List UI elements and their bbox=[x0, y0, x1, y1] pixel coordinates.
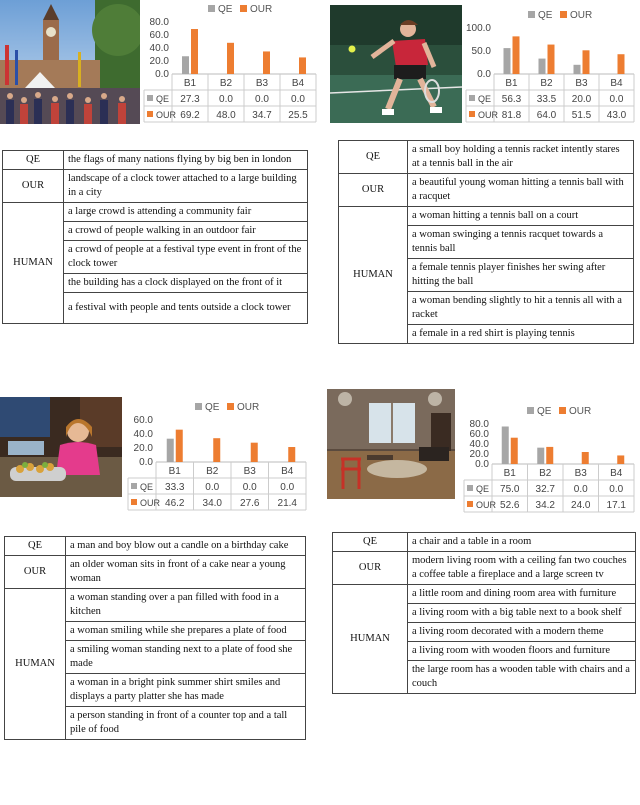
x-tick-label: B4 bbox=[281, 466, 294, 477]
data-label-qe: 20.0 bbox=[571, 94, 592, 105]
caption-human: a crowd of people walking in an outdoor fair bbox=[64, 222, 308, 241]
row-label-our: OUR bbox=[140, 498, 160, 508]
bar-qe bbox=[537, 448, 544, 464]
y-tick-label: 20.0 bbox=[469, 449, 489, 460]
y-tick-label: 60.0 bbox=[149, 30, 169, 41]
table-row bbox=[3, 203, 308, 222]
x-tick-label: B2 bbox=[540, 78, 553, 89]
table-row bbox=[333, 552, 636, 585]
caption-human: a woman in a bright pink summer shirt smiles and displays a party platter she has made bbox=[66, 674, 306, 707]
legend-swatch-qe bbox=[527, 407, 534, 414]
bar-qe bbox=[182, 56, 189, 74]
data-label-qe: 0.0 bbox=[219, 94, 233, 105]
row-label-qe: QE bbox=[140, 482, 154, 492]
x-tick-label: B1 bbox=[505, 78, 518, 89]
caption-human: a woman swinging a tennis racquet towards a tennis ball bbox=[408, 226, 634, 259]
row-label-qe: QE bbox=[478, 94, 492, 104]
data-label-our: 69.2 bbox=[180, 110, 200, 121]
table-row bbox=[339, 174, 634, 207]
bar-our bbox=[618, 54, 625, 74]
x-tick-label: B3 bbox=[243, 466, 256, 477]
bar-our bbox=[546, 447, 553, 464]
legend-swatch-our bbox=[227, 403, 234, 410]
data-label-our: 27.6 bbox=[240, 498, 260, 509]
y-tick-label: 0.0 bbox=[155, 69, 169, 80]
data-label-qe: 0.0 bbox=[291, 94, 305, 105]
row-label-our: OUR bbox=[156, 110, 176, 120]
caption-our: a beautiful young woman hitting a tennis ball with a racquet bbox=[408, 174, 634, 207]
data-label-our: 25.5 bbox=[288, 110, 308, 121]
x-tick-label: B1 bbox=[503, 468, 516, 479]
photo-clock-tower-fair bbox=[0, 0, 140, 124]
caption-human: a person standing in front of a counter top and a tall pile of food bbox=[66, 707, 306, 740]
label-our: OUR bbox=[339, 174, 408, 207]
caption-table-3 bbox=[4, 536, 306, 740]
caption-human: a female in a red shirt is playing tennis bbox=[408, 325, 634, 344]
x-tick-label: B1 bbox=[168, 466, 181, 477]
caption-human: a festival with people and tents outside a clock tower bbox=[64, 293, 308, 324]
caption-qe: the flags of many nations flying by big ben in london bbox=[64, 151, 308, 170]
caption-table-1 bbox=[2, 150, 308, 324]
caption-qe: a chair and a table in a room bbox=[408, 533, 636, 552]
bar-our bbox=[513, 36, 520, 74]
row-label-qe: QE bbox=[476, 484, 490, 494]
y-tick-label: 20.0 bbox=[149, 56, 169, 67]
table-row bbox=[339, 141, 634, 174]
bar-our bbox=[227, 43, 234, 74]
label-our: OUR bbox=[3, 170, 64, 203]
y-tick-label: 60.0 bbox=[133, 415, 153, 426]
row-key-qe bbox=[467, 485, 473, 491]
label-our: OUR bbox=[333, 552, 408, 585]
legend-swatch-qe bbox=[208, 5, 215, 12]
data-label-qe: 0.0 bbox=[242, 482, 257, 493]
legend-label-our: OUR bbox=[569, 406, 592, 417]
bar-our bbox=[548, 45, 555, 74]
y-tick-label: 40.0 bbox=[469, 439, 489, 450]
label-human: HUMAN bbox=[339, 207, 408, 344]
x-tick-label: B2 bbox=[539, 468, 552, 479]
x-tick-label: B3 bbox=[255, 78, 269, 89]
data-label-our: 34.2 bbox=[535, 500, 555, 511]
table-row bbox=[5, 589, 306, 622]
data-label-our: 34.7 bbox=[252, 110, 272, 121]
table-row bbox=[339, 207, 634, 226]
caption-human: a woman bending slightly to hit a tennis all with a racket bbox=[408, 292, 634, 325]
x-tick-label: B2 bbox=[219, 78, 233, 89]
caption-table-2 bbox=[338, 140, 634, 344]
data-label-our: 48.0 bbox=[216, 110, 236, 121]
data-label-our: 21.4 bbox=[277, 498, 297, 509]
data-label-our: 17.1 bbox=[606, 500, 626, 511]
legend-label-qe: QE bbox=[218, 4, 233, 15]
legend-label-qe: QE bbox=[538, 10, 553, 21]
table-row bbox=[5, 537, 306, 556]
row-key-our bbox=[467, 501, 473, 507]
caption-human: a living room with a big table next to a book shelf bbox=[408, 604, 636, 623]
row-key-qe bbox=[131, 483, 137, 489]
caption-human: a smiling woman standing next to a plate of food she made bbox=[66, 641, 306, 674]
caption-human: a female tennis player finishes her swing after hitting the ball bbox=[408, 259, 634, 292]
legend-label-qe: QE bbox=[537, 406, 552, 417]
label-qe: QE bbox=[5, 537, 66, 556]
legend-swatch-our bbox=[240, 5, 247, 12]
score-chart-3 bbox=[124, 400, 308, 512]
score-chart-1 bbox=[140, 2, 318, 124]
x-tick-label: B3 bbox=[574, 468, 587, 479]
row-label-our: OUR bbox=[476, 500, 496, 510]
y-tick-label: 80.0 bbox=[469, 419, 489, 430]
x-tick-label: B4 bbox=[291, 78, 305, 89]
legend-swatch-our bbox=[560, 11, 567, 18]
bar-our bbox=[213, 438, 220, 462]
table-row bbox=[333, 585, 636, 604]
caption-human: a woman smiling while she prepares a plate of food bbox=[66, 622, 306, 641]
label-our: OUR bbox=[5, 556, 66, 589]
score-chart-2 bbox=[462, 8, 636, 124]
y-tick-label: 0.0 bbox=[475, 459, 489, 470]
data-label-qe: 0.0 bbox=[609, 484, 624, 495]
row-label-our: OUR bbox=[478, 110, 498, 120]
y-tick-label: 40.0 bbox=[133, 429, 153, 440]
row-key-qe bbox=[469, 95, 475, 101]
data-label-qe: 33.3 bbox=[165, 482, 185, 493]
y-tick-label: 40.0 bbox=[149, 43, 169, 54]
label-qe: QE bbox=[333, 533, 408, 552]
bar-qe bbox=[539, 59, 546, 74]
legend-label-our: OUR bbox=[237, 402, 260, 413]
data-label-our: 81.8 bbox=[501, 110, 522, 121]
bar-our bbox=[583, 50, 590, 74]
row-label-qe: QE bbox=[156, 94, 170, 104]
caption-human: a living room decorated with a modern theme bbox=[408, 623, 636, 642]
data-label-qe: 0.0 bbox=[573, 484, 588, 495]
photo-woman-kitchen bbox=[0, 397, 122, 497]
bar-our bbox=[617, 455, 624, 464]
label-human: HUMAN bbox=[3, 203, 64, 324]
data-label-our: 51.5 bbox=[571, 110, 592, 121]
y-tick-label: 50.0 bbox=[471, 46, 491, 57]
label-human: HUMAN bbox=[5, 589, 66, 740]
data-label-our: 43.0 bbox=[606, 110, 627, 121]
y-tick-label: 0.0 bbox=[477, 69, 491, 80]
caption-human: a little room and dining room area with furniture bbox=[408, 585, 636, 604]
data-label-qe: 27.3 bbox=[180, 94, 200, 105]
caption-table-4 bbox=[332, 532, 636, 694]
bar-qe bbox=[574, 65, 581, 74]
x-tick-label: B4 bbox=[610, 468, 623, 479]
row-key-our bbox=[469, 111, 475, 117]
legend-label-our: OUR bbox=[250, 4, 273, 15]
photo-tennis-player bbox=[330, 5, 462, 123]
legend-swatch-our bbox=[559, 407, 566, 414]
data-label-qe: 0.0 bbox=[255, 94, 269, 105]
caption-human: a woman standing over a pan filled with food in a kitchen bbox=[66, 589, 306, 622]
legend-label-our: OUR bbox=[570, 10, 593, 21]
legend-swatch-qe bbox=[528, 11, 535, 18]
caption-human: the large room has a wooden table with chairs and a couch bbox=[408, 661, 636, 694]
row-key-our bbox=[147, 111, 153, 117]
bar-qe bbox=[502, 427, 509, 465]
table-row bbox=[3, 151, 308, 170]
caption-our: an older woman sits in front of a cake near a young woman bbox=[66, 556, 306, 589]
row-key-qe bbox=[147, 95, 153, 101]
table-row bbox=[333, 533, 636, 552]
bar-qe bbox=[167, 439, 174, 462]
table-row bbox=[5, 556, 306, 589]
label-human: HUMAN bbox=[333, 585, 408, 694]
label-qe: QE bbox=[339, 141, 408, 174]
row-key-our bbox=[131, 499, 137, 505]
data-label-qe: 75.0 bbox=[500, 484, 520, 495]
data-label-our: 64.0 bbox=[536, 110, 557, 121]
legend-swatch-qe bbox=[195, 403, 202, 410]
caption-qe: a man and boy blow out a candle on a birthday cake bbox=[66, 537, 306, 556]
caption-our: modern living room with a ceiling fan two couches a coffee table a fireplace and a large screen tv bbox=[408, 552, 636, 585]
data-label-qe: 0.0 bbox=[280, 482, 295, 493]
bar-qe bbox=[504, 48, 511, 74]
bar-our bbox=[511, 438, 518, 464]
caption-qe: a small boy holding a tennis racket intently stares at a tennis ball in the air bbox=[408, 141, 634, 174]
data-label-our: 34.0 bbox=[202, 498, 222, 509]
photo-living-room bbox=[327, 389, 455, 499]
score-chart-4 bbox=[460, 404, 636, 514]
table-row bbox=[3, 170, 308, 203]
x-tick-label: B4 bbox=[610, 78, 623, 89]
y-tick-label: 100.0 bbox=[465, 23, 491, 34]
x-tick-label: B3 bbox=[575, 78, 588, 89]
caption-human: the building has a clock displayed on the front of it bbox=[64, 274, 308, 293]
caption-human: a large crowd is attending a community fair bbox=[64, 203, 308, 222]
data-label-our: 52.6 bbox=[500, 500, 520, 511]
data-label-qe: 32.7 bbox=[535, 484, 555, 495]
bar-our bbox=[582, 452, 589, 464]
data-label-our: 24.0 bbox=[571, 500, 591, 511]
data-label-qe: 0.0 bbox=[609, 94, 624, 105]
caption-human: a living room with wooden floors and furniture bbox=[408, 642, 636, 661]
bar-our bbox=[299, 57, 306, 74]
x-tick-label: B1 bbox=[183, 78, 197, 89]
y-tick-label: 0.0 bbox=[139, 457, 153, 468]
caption-human: a woman hitting a tennis ball on a court bbox=[408, 207, 634, 226]
data-label-our: 46.2 bbox=[165, 498, 185, 509]
bar-our bbox=[191, 29, 198, 74]
data-label-qe: 0.0 bbox=[205, 482, 220, 493]
caption-human: a crowd of people at a festival type event in front of the clock tower bbox=[64, 241, 308, 274]
legend-label-qe: QE bbox=[205, 402, 220, 413]
x-tick-label: B2 bbox=[206, 466, 219, 477]
bar-our bbox=[263, 51, 270, 74]
caption-our: landscape of a clock tower attached to a large building in a city bbox=[64, 170, 308, 203]
y-tick-label: 60.0 bbox=[469, 429, 489, 440]
data-label-qe: 56.3 bbox=[501, 94, 522, 105]
label-qe: QE bbox=[3, 151, 64, 170]
y-tick-label: 20.0 bbox=[133, 443, 153, 454]
data-label-qe: 33.5 bbox=[536, 94, 557, 105]
bar-our bbox=[251, 443, 258, 462]
y-tick-label: 80.0 bbox=[149, 17, 169, 28]
bar-our bbox=[288, 447, 295, 462]
bar-our bbox=[176, 430, 183, 462]
